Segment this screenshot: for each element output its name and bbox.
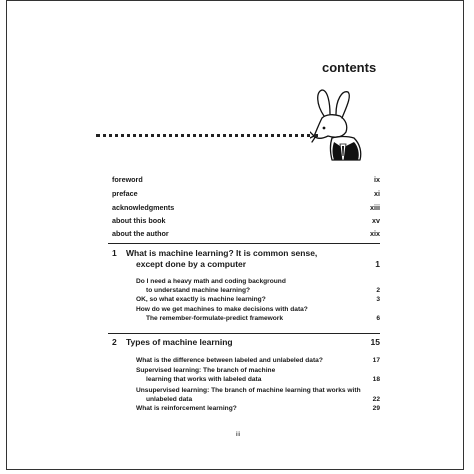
chapter-title	[126, 248, 326, 270]
toc-entry-page: ix	[374, 175, 380, 184]
toc-entry-label: about the author	[112, 229, 169, 238]
section-page: 2	[376, 287, 380, 294]
mouse-mascot-illustration	[310, 86, 366, 162]
section-title	[136, 387, 376, 404]
toc-section[interactable]	[136, 357, 380, 366]
section-page: 22	[372, 396, 380, 403]
dotted-rule	[96, 134, 318, 137]
toc-section[interactable]	[136, 278, 380, 296]
section-title: What is the difference between labeled and unlabeled data?	[136, 357, 323, 364]
toc-entry-page: xiii	[370, 203, 380, 212]
toc-entry-page: xix	[370, 229, 380, 238]
toc-entry[interactable]	[112, 216, 380, 225]
toc-entry-label: about this book	[112, 216, 166, 225]
chapter-number: 1	[112, 248, 117, 258]
section-title	[136, 278, 364, 295]
toc-section[interactable]	[136, 405, 380, 414]
chapter-page: 15	[370, 337, 380, 347]
section-title-line: How do we get machines to make decisions with data?	[136, 306, 308, 313]
chapter-page: 1	[375, 259, 380, 269]
chapter-divider	[108, 243, 380, 244]
toc-section[interactable]	[136, 367, 380, 385]
section-title-line: learning that works with labeled data	[146, 375, 262, 383]
contents-heading: contents	[322, 60, 377, 75]
section-title-line: The remember-formulate-predict framework	[146, 314, 284, 322]
chapter-title: Types of machine learning	[126, 337, 233, 347]
page-number: iii	[236, 432, 240, 438]
section-title-line: Do I need a heavy math and coding background	[136, 278, 286, 285]
toc-entry[interactable]	[112, 175, 380, 184]
toc-entry[interactable]	[112, 203, 380, 212]
section-title-line: to understand machine learning?	[146, 286, 251, 294]
toc-entry-label: preface	[112, 189, 138, 198]
section-page: 3	[376, 296, 380, 303]
chapter-heading[interactable]	[112, 248, 380, 272]
chapter-heading[interactable]	[112, 337, 380, 349]
toc-entry[interactable]	[112, 189, 380, 198]
section-title	[136, 306, 364, 323]
section-page: 18	[372, 376, 380, 383]
toc-entry-page: xv	[372, 216, 380, 225]
toc-entry-label: acknowledgments	[112, 203, 175, 212]
toc-entry-page: xi	[374, 189, 380, 198]
toc-entry-label: foreword	[112, 175, 143, 184]
toc-section[interactable]	[136, 306, 380, 324]
toc-entry[interactable]	[112, 229, 380, 238]
section-page: 29	[372, 405, 380, 412]
section-title-line: Unsupervised learning: The branch of machine learning that works with	[136, 387, 361, 394]
section-title-line: Supervised learning: The branch of machine	[136, 367, 276, 374]
section-title	[136, 367, 364, 384]
toc-section[interactable]	[136, 296, 380, 305]
section-page: 17	[372, 357, 380, 364]
toc-section[interactable]	[136, 387, 380, 405]
chapter-title-line: What is machine learning? It is common sense,	[126, 248, 318, 258]
section-title-line: unlabeled data	[146, 395, 193, 403]
section-page: 6	[376, 315, 380, 322]
chapter-divider	[108, 333, 380, 334]
section-title: OK, so what exactly is machine learning?	[136, 296, 266, 303]
chapter-title-line: except done by a computer	[136, 259, 247, 269]
section-title: What is reinforcement learning?	[136, 405, 237, 412]
chapter-number: 2	[112, 337, 117, 347]
